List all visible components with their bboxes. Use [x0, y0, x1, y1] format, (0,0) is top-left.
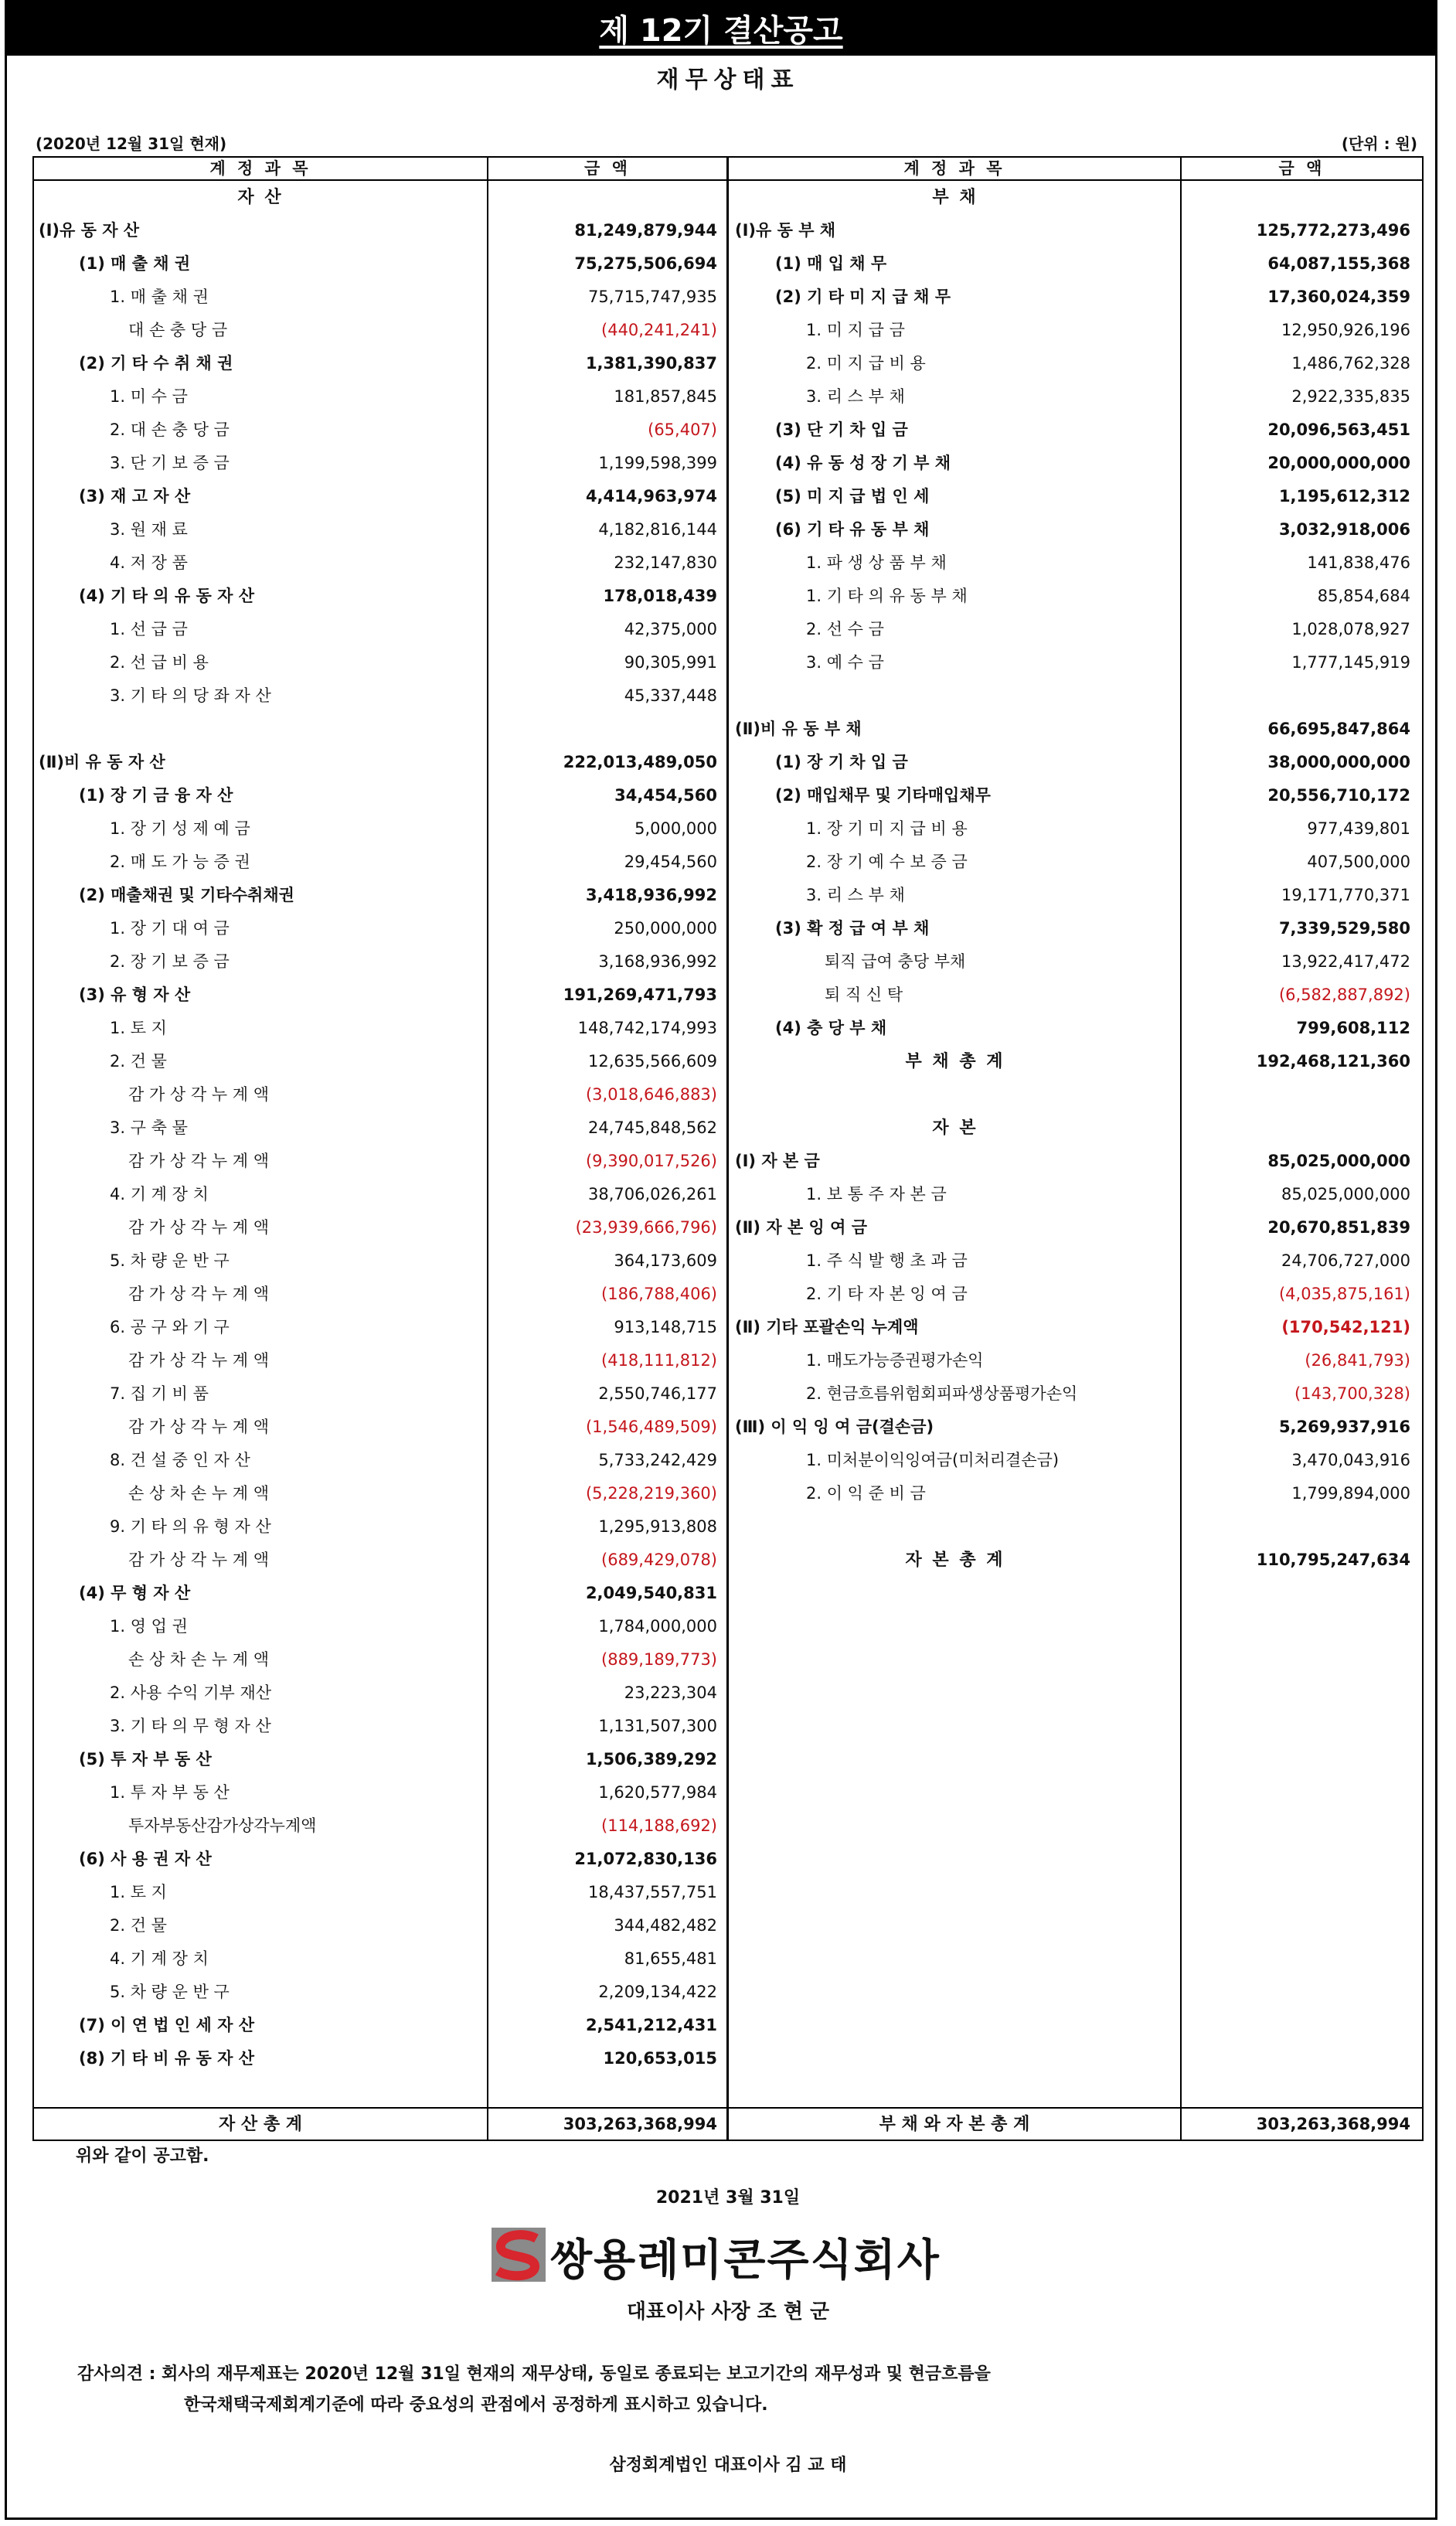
asset-row-amount: 1,506,389,292: [585, 1750, 717, 1769]
liability-row-amount: 7,339,529,580: [1278, 919, 1410, 938]
asset-row-amount: (689,429,078): [601, 1551, 717, 1569]
asset-row-label: (4) 기 타 의 유 동 자 산: [79, 587, 254, 605]
notice-date: 2021년 3월 31일: [655, 2188, 801, 2208]
asset-row-amount: 2,049,540,831: [585, 1584, 717, 1602]
asset-row-label: 3. 원 재 료: [110, 520, 188, 539]
asset-row-label: 1. 미 수 금: [110, 387, 188, 406]
liability-row-amount: 13,922,417,472: [1281, 952, 1410, 971]
liability-row-amount: (6,582,887,892): [1278, 986, 1410, 1004]
liability-row-amount: 12,950,926,196: [1281, 321, 1410, 339]
equity-row-label: 2. 기 타 자 본 잉 여 금: [806, 1285, 968, 1303]
asset-row-amount: 250,000,000: [614, 919, 717, 938]
asset-row-label: 감 가 상 각 누 계 액: [128, 1418, 270, 1436]
statement-subtitle: 재무상태표: [656, 66, 800, 94]
header-amount-left: 금 액: [584, 159, 631, 178]
equity-row-amount: 3,470,043,916: [1291, 1451, 1410, 1469]
asset-row-label: (1) 매 출 채 권: [79, 254, 191, 273]
asset-row-label: 감 가 상 각 누 계 액: [128, 1551, 270, 1569]
liability-row-label: 1. 기 타 의 유 동 부 채: [806, 587, 968, 605]
asset-row-label: 5. 차 량 운 반 구: [110, 1983, 230, 2001]
liability-row-amount: 799,608,112: [1296, 1019, 1410, 1037]
asset-row-amount: 75,275,506,694: [574, 254, 717, 273]
asset-row-amount: (65,407): [648, 420, 717, 439]
asset-row-label: 투자부동산감가상각누계액: [128, 1816, 317, 1835]
equity-row-label: 1. 미처분이익잉여금(미처리결손금): [806, 1451, 1060, 1469]
asset-row-label: (8) 기 타 비 유 동 자 산: [79, 2049, 254, 2068]
asset-row-amount: (23,939,666,796): [575, 1218, 717, 1237]
asset-row-label: 3. 구 축 물: [110, 1118, 188, 1137]
asset-row-amount: 2,550,746,177: [598, 1384, 717, 1403]
asset-row-label: 1. 장 기 대 여 금: [110, 919, 230, 938]
asset-row-amount: (186,788,406): [601, 1285, 717, 1303]
liability-row-amount: 85,854,684: [1317, 587, 1410, 605]
asset-row-label: 3. 기 타 의 무 형 자 산: [110, 1717, 271, 1735]
asset-row-label: (2) 매출채권 및 기타수취채권: [79, 886, 294, 904]
liability-row-label: 2. 장 기 예 수 보 증 금: [806, 853, 968, 871]
liability-row-label: (4) 충 당 부 채: [775, 1019, 887, 1037]
liability-row-amount: 125,772,273,496: [1256, 221, 1410, 240]
asset-row-label: 4. 저 장 품: [110, 553, 188, 572]
asset-row-label: 2. 매 도 가 능 증 권: [110, 853, 250, 871]
asset-row-amount: 191,269,471,793: [563, 986, 717, 1004]
asset-row-amount: 1,199,598,399: [598, 454, 717, 472]
asset-row-amount: 29,454,560: [624, 853, 717, 871]
company-name: 쌍용레미콘주식회사: [550, 2235, 941, 2286]
asset-row-label: 1. 선 급 금: [110, 620, 188, 638]
grand-total-label: 부 채 와 자 본 총 계: [879, 2115, 1030, 2134]
asset-row-amount: (889,189,773): [601, 1650, 717, 1669]
liability-row-label: (3) 확 정 급 여 부 채: [775, 919, 930, 938]
equity-row-label: (Ⅰ) 자 본 금: [735, 1152, 820, 1170]
liability-section-header: 부 채: [932, 188, 978, 207]
liability-row-amount: 66,695,847,864: [1267, 720, 1410, 738]
asset-row-amount: 2,209,134,422: [598, 1983, 717, 2001]
asset-row-amount: 18,437,557,751: [588, 1883, 717, 1901]
asset-row-label: (4) 무 형 자 산: [79, 1584, 191, 1602]
asset-row-amount: 75,715,747,935: [588, 288, 717, 306]
liability-row-amount: 19,171,770,371: [1281, 886, 1410, 904]
liability-row-amount: 1,777,145,919: [1291, 653, 1410, 672]
liability-row-label: (3) 단 기 차 입 금: [775, 420, 908, 439]
liability-row-label: (2) 매입채무 및 기타매입채무: [775, 786, 991, 805]
auditor-signature: 삼정회계법인 대표이사 김 교 태: [609, 2456, 847, 2475]
asset-row-label: 8. 건 설 중 인 자 산: [110, 1451, 250, 1469]
asset-row-amount: 181,857,845: [614, 387, 717, 406]
equity-row-label: (Ⅱ) 자 본 잉 여 금: [735, 1218, 868, 1237]
liability-row-label: 1. 장 기 미 지 급 비 용: [806, 819, 968, 838]
asset-row-label: 6. 공 구 와 기 구: [110, 1318, 230, 1336]
asset-row-label: (1) 장 기 금 융 자 산: [79, 786, 233, 805]
asset-row-amount: (3,018,646,883): [585, 1085, 717, 1104]
equity-row-label: 1. 주 식 발 행 초 과 금: [806, 1251, 968, 1270]
asset-row-amount: 12,635,566,609: [588, 1052, 717, 1071]
column-divider-center: [726, 156, 729, 2141]
asset-row-amount: 364,173,609: [614, 1251, 717, 1270]
asset-row-amount: 1,295,913,808: [598, 1517, 717, 1536]
asset-row-amount: 1,784,000,000: [598, 1617, 717, 1636]
equity-row-label: 1. 매도가능증권평가손익: [806, 1351, 984, 1370]
equity-row-amount: (26,841,793): [1305, 1351, 1410, 1370]
asset-row-label: 4. 기 계 장 치: [110, 1185, 209, 1203]
asset-row-amount: 38,706,026,261: [588, 1185, 717, 1203]
liability-row-label: 2. 선 수 금: [806, 620, 884, 638]
asset-row-label: 감 가 상 각 누 계 액: [128, 1351, 270, 1370]
asset-row-label: 손 상 차 손 누 계 액: [128, 1650, 270, 1669]
liability-row-label: 1. 미 지 급 금: [806, 321, 905, 339]
asset-row-amount: 5,733,242,429: [598, 1451, 717, 1469]
notice-text: 위와 같이 공고함.: [76, 2146, 209, 2166]
equity-row-amount: 5,269,937,916: [1278, 1418, 1410, 1436]
equity-section-header: 자 본: [932, 1118, 978, 1138]
header-account-left: 계 정 과 목: [209, 159, 311, 178]
asset-row-amount: 3,168,936,992: [598, 952, 717, 971]
liability-row-amount: 1,028,078,927: [1291, 620, 1410, 638]
asset-row-label: 대 손 충 당 금: [128, 321, 228, 339]
asset-row-amount: 232,147,830: [614, 553, 717, 572]
asset-row-label: 손 상 차 손 누 계 액: [128, 1484, 270, 1503]
asset-row-amount: 120,653,015: [603, 2049, 717, 2068]
asset-row-amount: 2,541,212,431: [585, 2016, 717, 2034]
liability-row-label: (Ⅰ)유 동 부 채: [735, 221, 836, 240]
equity-row-amount: 20,670,851,839: [1267, 1218, 1410, 1237]
grand-total-amount: 303,263,368,994: [1256, 2115, 1410, 2133]
liability-row-label: (1) 매 입 채 무: [775, 254, 887, 273]
asset-row-label: 3. 단 기 보 증 금: [110, 454, 230, 472]
asset-row-label: 감 가 상 각 누 계 액: [128, 1152, 270, 1170]
asset-row-amount: 34,454,560: [614, 786, 717, 805]
asset-row-label: 1. 토 지: [110, 1019, 167, 1037]
liability-row-amount: 2,922,335,835: [1291, 387, 1410, 406]
asset-row-amount: 3,418,936,992: [585, 886, 717, 904]
asset-row-amount: 1,620,577,984: [598, 1783, 717, 1802]
asset-row-label: 감 가 상 각 누 계 액: [128, 1085, 270, 1104]
asset-row-amount: 81,249,879,944: [574, 221, 717, 240]
equity-row-label: (Ⅱ) 기타 포괄손익 누계액: [735, 1318, 919, 1336]
asset-row-amount: 81,655,481: [624, 1949, 717, 1968]
liabilities-total-label: 부 채 총 계: [905, 1052, 1005, 1071]
liability-row-amount: 977,439,801: [1307, 819, 1410, 838]
audit-opinion-line1: 감사의견 : 회사의 재무제표는 2020년 12월 31일 현재의 재무상태, 동일로 종료되는 보고기간의 재무성과 및 현금흐름을: [77, 2364, 991, 2384]
asset-row-label: (3) 유 형 자 산: [79, 986, 191, 1004]
liability-row-amount: 20,096,563,451: [1267, 420, 1410, 439]
liability-row-label: (2) 기 타 미 지 급 채 무: [775, 288, 951, 306]
liability-row-label: 퇴 직 신 탁: [825, 986, 903, 1004]
asset-row-amount: 1,131,507,300: [598, 1717, 717, 1735]
liability-row-amount: 1,195,612,312: [1278, 487, 1410, 506]
company-logo-icon: [492, 2228, 546, 2282]
asset-row-label: (5) 투 자 부 동 산: [79, 1750, 212, 1769]
asset-row-label: (3) 재 고 자 산: [79, 487, 191, 506]
asset-row-amount: 21,072,830,136: [574, 1850, 717, 1868]
liability-row-amount: 20,000,000,000: [1267, 454, 1410, 472]
asset-row-label: 2. 건 물: [110, 1052, 167, 1071]
title-bar: [5, 0, 1437, 56]
equity-total-label: 자 본 총 계: [905, 1551, 1005, 1570]
liability-row-amount: 20,556,710,172: [1267, 786, 1410, 805]
unit-note: (단위 : 원): [1341, 134, 1417, 153]
liability-row-label: 1. 파 생 상 품 부 채: [806, 553, 947, 572]
asset-row-label: (Ⅱ)비 유 동 자 산: [39, 753, 165, 771]
asset-row-amount: 45,337,448: [624, 686, 717, 705]
liability-row-label: (Ⅱ)비 유 동 부 채: [735, 720, 862, 738]
liability-row-label: 3. 예 수 금: [806, 653, 884, 672]
asset-row-amount: 913,148,715: [614, 1318, 717, 1336]
asset-row-amount: 23,223,304: [624, 1683, 717, 1702]
asset-row-label: 3. 기 타 의 당 좌 자 산: [110, 686, 271, 705]
liability-row-label: 3. 리 스 부 채: [806, 387, 905, 406]
liability-row-amount: 141,838,476: [1307, 553, 1410, 572]
liability-row-amount: 407,500,000: [1307, 853, 1410, 871]
equity-row-amount: (143,700,328): [1294, 1384, 1410, 1403]
liabilities-total-amount: 192,468,121,360: [1256, 1052, 1410, 1071]
liability-row-amount: 38,000,000,000: [1267, 753, 1410, 771]
asset-row-amount: 5,000,000: [634, 819, 717, 838]
audit-opinion-line2: 한국채택국제회계기준에 따라 중요성의 관점에서 공정하게 표시하고 있습니다.: [184, 2395, 768, 2415]
liability-row-label: 3. 리 스 부 채: [806, 886, 905, 904]
liability-row-label: (5) 미 지 급 법 인 세: [775, 487, 930, 506]
asset-row-label: 2. 장 기 보 증 금: [110, 952, 230, 971]
equity-row-amount: 1,799,894,000: [1291, 1484, 1410, 1503]
asset-row-amount: 222,013,489,050: [563, 753, 717, 771]
page-title: 제 12기 결산공고: [599, 13, 843, 49]
asset-row-label: 4. 기 계 장 치: [110, 1949, 209, 1968]
asset-row-amount: 42,375,000: [624, 620, 717, 638]
asset-row-amount: 90,305,991: [624, 653, 717, 672]
liability-row-amount: 17,360,024,359: [1267, 288, 1410, 306]
assets-total-amount: 303,263,368,994: [563, 2115, 717, 2133]
asset-row-label: 감 가 상 각 누 계 액: [128, 1218, 270, 1237]
asset-row-label: 2. 사용 수익 기부 재산: [110, 1683, 272, 1702]
liability-row-amount: 1,486,762,328: [1291, 354, 1410, 373]
asset-row-label: 2. 선 급 비 용: [110, 653, 209, 672]
asset-row-label: 9. 기 타 의 유 형 자 산: [110, 1517, 271, 1536]
asset-row-amount: (114,188,692): [601, 1816, 717, 1835]
equity-row-amount: (170,542,121): [1281, 1318, 1410, 1336]
assets-total-label: 자 산 총 계: [219, 2115, 302, 2134]
asset-row-amount: 344,482,482: [614, 1916, 717, 1935]
equity-row-label: 1. 보 통 주 자 본 금: [806, 1185, 947, 1203]
asset-row-label: 1. 영 업 권: [110, 1617, 188, 1636]
liability-row-amount: 64,087,155,368: [1267, 254, 1410, 273]
asset-row-amount: (440,241,241): [601, 321, 717, 339]
asset-row-label: 2. 건 물: [110, 1916, 167, 1935]
asset-row-label: (2) 기 타 수 취 채 권: [79, 354, 233, 373]
representative-name: 대표이사 사장 조 현 군: [626, 2300, 830, 2323]
asset-row-label: 7. 집 기 비 품: [110, 1384, 209, 1403]
equity-row-label: (Ⅲ) 이 익 잉 여 금(결손금): [735, 1418, 934, 1436]
liability-row-label: (4) 유 동 성 장 기 부 채: [775, 454, 951, 472]
equity-row-label: 2. 현금흐름위험회피파생상품평가손익: [806, 1384, 1078, 1403]
equity-row-amount: (4,035,875,161): [1278, 1285, 1410, 1303]
asset-row-label: (Ⅰ)유 동 자 산: [39, 221, 140, 240]
asset-row-amount: (1,546,489,509): [585, 1418, 717, 1436]
equity-row-amount: 24,706,727,000: [1281, 1251, 1410, 1270]
asset-row-label: (6) 사 용 권 자 산: [79, 1850, 212, 1868]
asset-row-label: 1. 토 지: [110, 1883, 167, 1901]
asset-row-amount: (9,390,017,526): [585, 1152, 717, 1170]
liability-row-label: 퇴직 급여 충당 부채: [825, 952, 966, 971]
equity-row-amount: 85,025,000,000: [1281, 1185, 1410, 1203]
asset-row-amount: 4,414,963,974: [585, 487, 717, 506]
liability-row-label: 2. 미 지 급 비 용: [806, 354, 926, 373]
equity-total-amount: 110,795,247,634: [1256, 1551, 1410, 1569]
asset-row-label: 감 가 상 각 누 계 액: [128, 1285, 270, 1303]
asset-row-amount: 148,742,174,993: [577, 1019, 717, 1037]
asset-row-amount: 178,018,439: [603, 587, 717, 605]
asset-row-amount: 1,381,390,837: [585, 354, 717, 373]
asset-row-amount: 24,745,848,562: [588, 1118, 717, 1137]
asset-section-header: 자 산: [237, 188, 284, 207]
header-amount-right: 금 액: [1278, 159, 1325, 178]
liability-row-label: (1) 장 기 차 입 금: [775, 753, 908, 771]
asset-row-label: 1. 투 자 부 동 산: [110, 1783, 230, 1802]
asset-row-label: (7) 이 연 법 인 세 자 산: [79, 2016, 254, 2034]
date-note: (2020년 12월 31일 현재): [36, 134, 227, 153]
liability-row-amount: 3,032,918,006: [1278, 520, 1410, 539]
asset-row-amount: (418,111,812): [601, 1351, 717, 1370]
asset-row-amount: (5,228,219,360): [585, 1484, 717, 1503]
asset-row-label: 2. 대 손 충 당 금: [110, 420, 230, 439]
asset-row-amount: 4,182,816,144: [598, 520, 717, 539]
liability-row-label: (6) 기 타 유 동 부 채: [775, 520, 930, 539]
asset-row-label: 5. 차 량 운 반 구: [110, 1251, 230, 1270]
asset-row-label: 1. 매 출 채 권: [110, 288, 209, 306]
asset-row-label: 1. 장 기 성 제 예 금: [110, 819, 250, 838]
header-account-right: 계 정 과 목: [903, 159, 1005, 178]
equity-row-amount: 85,025,000,000: [1267, 1152, 1410, 1170]
equity-row-label: 2. 이 익 준 비 금: [806, 1484, 926, 1503]
